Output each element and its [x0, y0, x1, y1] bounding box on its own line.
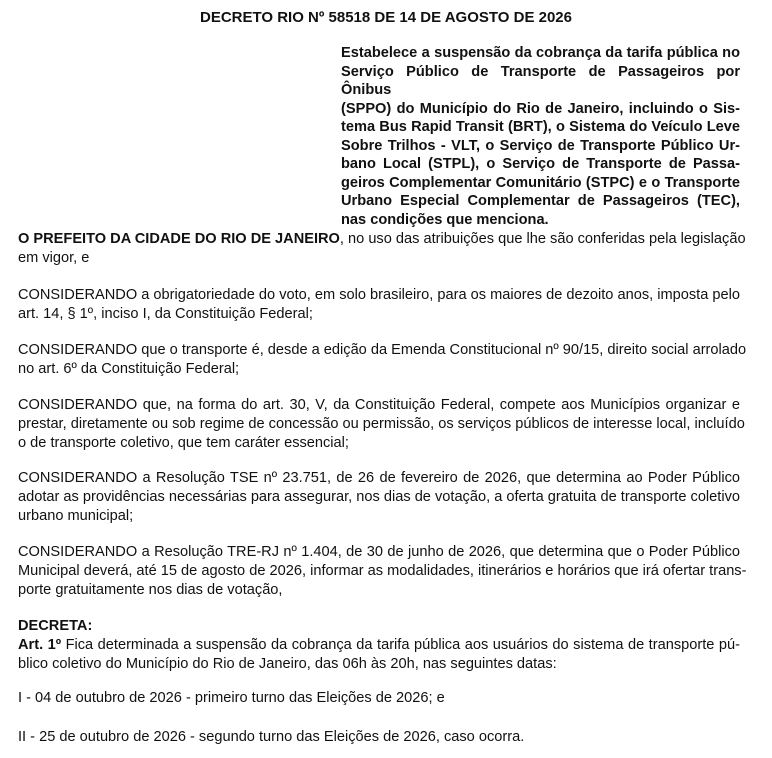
- preamble-text: , no uso das atribuições que lhe são conferidas pela legislação: [339, 231, 746, 247]
- summary-line: (SPPO) do Município do Rio de Janeiro, incluindo o Sis-: [341, 100, 740, 117]
- considerando-line: CONSIDERANDO que, na forma do art. 30, V, da Constituição Federal, compete aos Municípios organizar e: [18, 397, 740, 413]
- inciso-paragraph: [18, 689, 740, 708]
- considerando-line: CONSIDERANDO a obrigatoriedade do voto, em solo brasileiro, para os maiores de dezoito anos, imposta pelo: [18, 287, 740, 303]
- art1-line: blico coletivo do Município do Rio de Janeiro, das 06h às 20h, nas seguintes datas:: [18, 656, 557, 672]
- summary-line: geiros Complementar Comunitário (STPC) e o Transporte: [341, 174, 740, 191]
- considerando-line: o de transporte coletivo, que tem caráter essencial;: [18, 435, 349, 451]
- considerando-line: urbano municipal;: [18, 508, 134, 524]
- art1-text: Fica determinada a suspensão da cobrança da tarifa pública aos usuários do sistema de transporte pú-: [61, 637, 740, 653]
- mayor-heading: O PREFEITO DA CIDADE DO RIO DE JANEIRO: [18, 231, 340, 247]
- decreta-heading: DECRETA:: [18, 618, 93, 634]
- summary-line: nas condições que menciona.: [341, 211, 549, 228]
- considerando-paragraph: [18, 543, 747, 600]
- decree-summary: [341, 44, 740, 229]
- summary-line: Estabelece a suspensão da cobrança da tarifa pública no: [341, 45, 740, 61]
- summary-line: bano Local (STPL), o Serviço de Transporte de Passa-: [341, 156, 740, 172]
- decreta-section: [18, 617, 740, 674]
- preamble-paragraph: [18, 230, 746, 268]
- considerando-paragraph: [18, 469, 740, 526]
- considerando-line: prestar, diretamente ou sob regime de concessão ou permissão, os serviços públicos de interesse local, incluído: [18, 416, 745, 432]
- considerando-line: CONSIDERANDO a Resolução TRE-RJ nº 1.404, de 30 de junho de 2026, que determina que o Poder Público: [18, 544, 740, 560]
- considerando-line: no art. 6º da Constituição Federal;: [18, 361, 240, 377]
- considerando-paragraph: [18, 341, 747, 379]
- considerando-line: CONSIDERANDO a Resolução TSE nº 23.751, de 26 de fevereiro de 2026, que determina ao Poder Público: [18, 470, 740, 486]
- summary-line: Sobre Trilhos - VLT, o Serviço de Transporte Público Ur-: [341, 137, 740, 154]
- considerando-paragraph: [18, 396, 745, 453]
- inciso-paragraph: [18, 728, 740, 747]
- preamble-line: [18, 230, 746, 249]
- summary-line: tema Bus Rapid Transit (BRT), o Sistema do Veículo Leve: [341, 119, 740, 135]
- inciso-line: II - 25 de outubro de 2026 - segundo turno das Eleições de 2026, caso ocorra.: [18, 729, 525, 745]
- decree-title: DECRETO RIO Nº 58518 DE 14 DE AGOSTO DE 2026: [199, 9, 572, 26]
- art1-label: Art. 1º: [18, 637, 62, 653]
- considerando-line: CONSIDERANDO que o transporte é, desde a edição da Emenda Constitucional nº 90/15, direito social arrolado: [18, 342, 747, 358]
- summary-line: Serviço Público de Transporte de Passageiros por Ônibus: [341, 63, 740, 98]
- art1-line: [18, 636, 740, 655]
- preamble-line: em vigor, e: [18, 250, 90, 266]
- inciso-line: I - 04 de outubro de 2026 - primeiro turno das Eleições de 2026; e: [18, 690, 445, 706]
- considerando-line: adotar as providências necessárias para assegurar, nos dias de votação, a oferta gratuita de transporte coletivo: [18, 489, 741, 505]
- summary-line: Urbano Especial Complementar de Passageiros (TEC),: [341, 193, 740, 209]
- considerando-paragraph: [18, 286, 740, 324]
- considerando-line: Municipal deverá, até 15 de agosto de 2026, informar as modalidades, itinerários e horários que irá ofertar trans-: [18, 563, 747, 579]
- considerando-line: art. 14, § 1º, inciso I, da Constituição Federal;: [18, 306, 313, 322]
- considerando-line: porte gratuitamente nos dias de votação,: [18, 582, 283, 598]
